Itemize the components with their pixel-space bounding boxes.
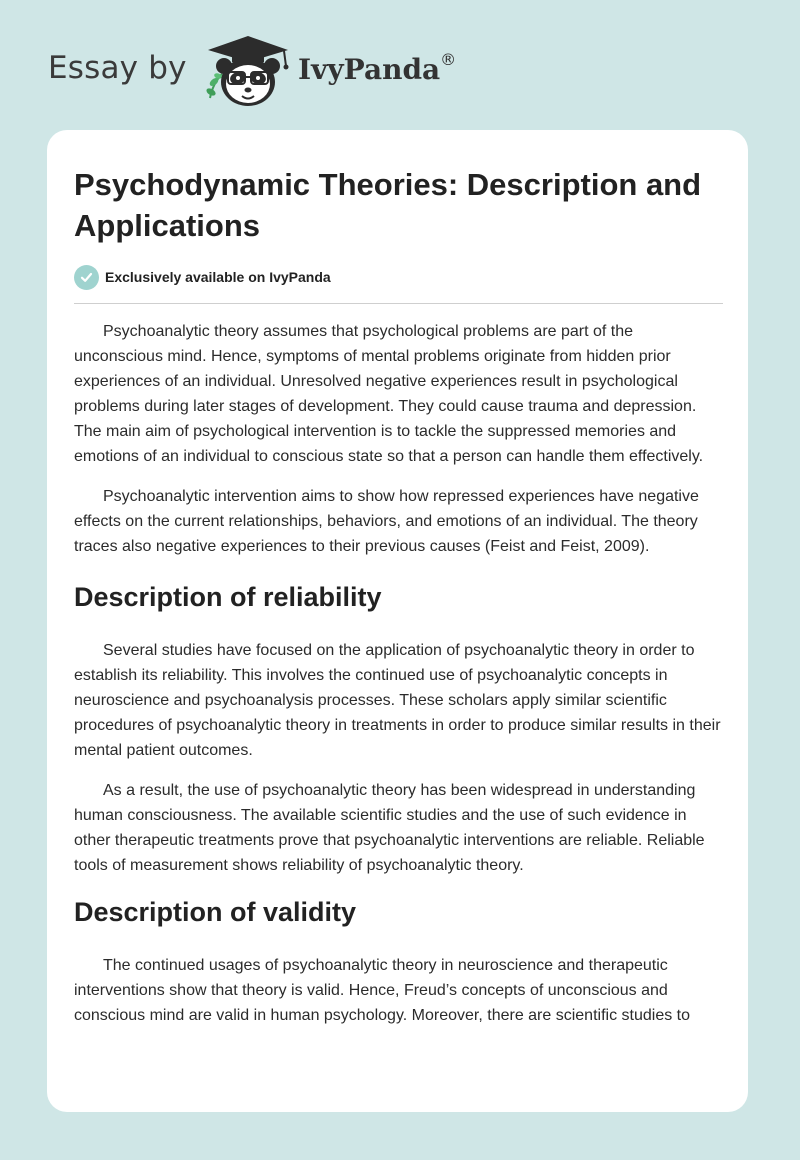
check-circle-icon — [74, 265, 99, 290]
intro-paragraph-2: Psychoanalytic intervention aims to show how repressed experiences have negative effects on the current relationships, behaviors, and emotions of an individual. The theory traces also negative experiences to their previous causes (Feist and Feist, 2009). — [74, 488, 699, 555]
validity-paragraph-1: The continued usages of psychoanalytic theory in neuroscience and therapeutic interventions show that theory is valid. Hence, Freud’s concepts of unconscious and conscious mind are valid in human psychology. Moreover, there are scientific studies to — [74, 957, 691, 1024]
brand-name-text: IvyPanda — [298, 53, 441, 86]
exclusive-badge-text: Exclusively available on IvyPanda — [105, 269, 331, 285]
ivypanda-logo-icon[interactable] — [200, 32, 296, 110]
brand-name[interactable] — [298, 49, 457, 86]
essay-card — [47, 130, 748, 1112]
intro-paragraph-1: Psychoanalytic theory assumes that psychological problems are part of the unconscious mind. Hence, symptoms of mental problems originate from hidden prior experiences of an individual. Unresolved negative experiences result in psychological problems during later stages of development. They could cause trauma and depression. The main aim of psychological intervention is to tackle the suppressed memories and emotions of an individual to conscious state so that a person can handle them effectively. — [74, 323, 704, 465]
reliability-paragraph-2: As a result, the use of psychoanalytic theory has been widespread in understanding human consciousness. The available scientific studies and the use of such evidence in other therapeutic treatments prove that psychoanalytic interventions are reliable. Reliable tools of measurement shows reliability of psychoanalytic theory. — [74, 782, 705, 874]
brand-prefix: Essay by — [48, 50, 187, 86]
section-heading-reliability: Description of reliability — [74, 582, 382, 612]
section-heading-validity: Description of validity — [74, 897, 357, 927]
essay-title: Psychodynamic Theories: Description and Applications — [74, 167, 702, 243]
essay-body — [74, 319, 726, 1043]
exclusive-badge — [74, 264, 331, 290]
site-header — [0, 0, 800, 130]
reliability-paragraph-1: Several studies have focused on the application of psychoanalytic theory in order to establish its reliability. This involves the continued use of psychoanalytic concepts in neuroscience and psychoanalysis processes. These scholars apply similar scientific procedures of psychoanalytic theory in treatments in order to produce similar results in their mental patient outcomes. — [74, 642, 721, 759]
title-divider — [74, 303, 723, 304]
registered-mark: ® — [440, 49, 457, 69]
